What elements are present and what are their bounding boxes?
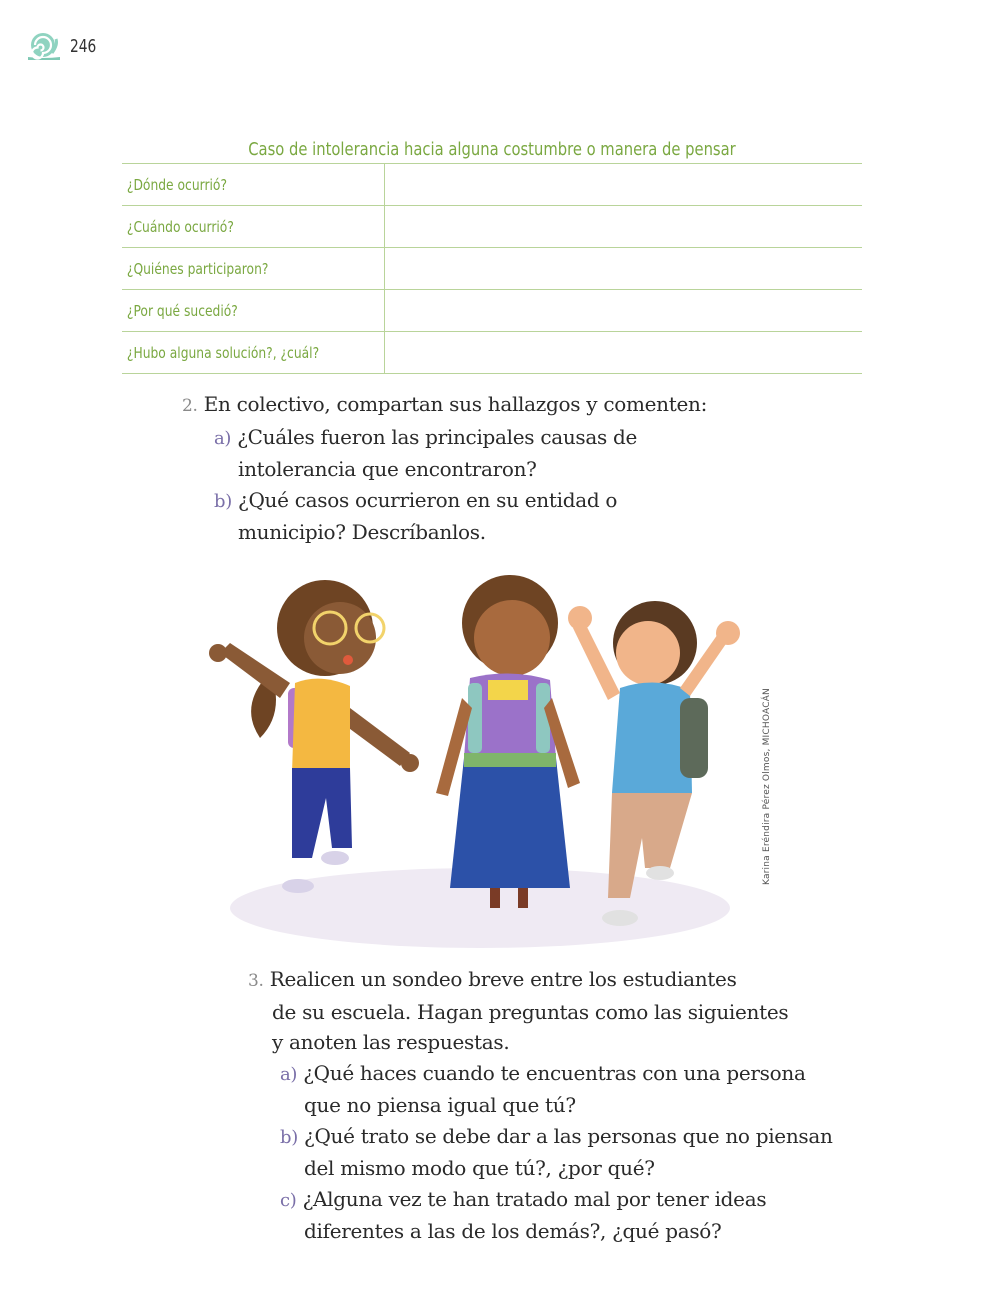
activity-3-c-line2: diferentes a las de los demás?, ¿qué pasó? [304, 1219, 722, 1243]
activity-3-a-line2: que no piensa igual que tú? [304, 1093, 576, 1117]
activity-3-b-line1: ¿Qué trato se debe dar a las personas que no piensan [304, 1123, 833, 1148]
answer-cell[interactable] [385, 164, 863, 206]
activity-3-line2: de su escuela. Hagan preguntas como las siguientes [272, 999, 789, 1024]
activity-3-a-line1: ¿Qué haces cuando te encuentras con una persona [303, 1060, 806, 1085]
page-header [26, 30, 101, 62]
activity-2-b-line2: municipio? Descríbanlos. [238, 520, 486, 544]
question-label: ¿Por qué sucedió? [126, 302, 238, 320]
question-cell [122, 332, 385, 374]
child-with-glasses [209, 580, 419, 893]
activity-2 [182, 389, 707, 548]
activity-2-a-letter: a) [214, 427, 232, 449]
activity-2-intro: En colectivo, compartan sus hallazgos y comenten: [203, 392, 708, 416]
question-label: ¿Hubo alguna solución?, ¿cuál? [126, 344, 320, 362]
answer-cell[interactable] [385, 248, 863, 290]
activity-3-c-line1: ¿Alguna vez te han tratado mal por tener ideas [302, 1186, 767, 1211]
children-illustration [200, 568, 760, 953]
snail-icon [26, 31, 62, 61]
case-table [122, 163, 862, 374]
table-row [122, 248, 862, 290]
activity-3-line3: y anoten las respuestas. [272, 1030, 510, 1054]
activity-3-number: 3. [248, 971, 264, 991]
table-row [122, 290, 862, 332]
question-label: ¿Dónde ocurrió? [126, 176, 227, 194]
question-cell [122, 164, 385, 206]
question-cell [122, 206, 385, 248]
activity-3-line1: Realicen un sondeo breve entre los estudiantes [269, 967, 737, 991]
answer-cell[interactable] [385, 332, 863, 374]
child-with-skirt [436, 575, 580, 908]
activity-2-number: 2. [182, 396, 198, 416]
table-row [122, 206, 862, 248]
activity-3-a-letter: a) [280, 1063, 298, 1085]
activity-2-a-line2: intolerancia que encontraron? [238, 457, 537, 481]
activity-3-b-letter: b) [280, 1126, 298, 1148]
activity-2-b-line1: ¿Qué casos ocurrieron en su entidad o [238, 487, 618, 512]
question-cell [122, 290, 385, 332]
activity-3 [248, 964, 833, 1247]
table-row [122, 164, 862, 206]
question-label: ¿Cuándo ocurrió? [126, 218, 234, 236]
answer-cell[interactable] [385, 290, 863, 332]
activity-2-a-line1: ¿Cuáles fueron las principales causas de [237, 424, 638, 449]
illustration-credit: Karina Eréndira Pérez Olmos, MICHOACÁN [762, 688, 772, 885]
answer-cell[interactable] [385, 206, 863, 248]
table-title: Caso de intolerancia hacia alguna costumbre o manera de pensar [248, 139, 736, 160]
activity-2-b-letter: b) [214, 490, 232, 512]
question-label: ¿Quiénes participaron? [126, 260, 269, 278]
case-table-section [122, 137, 862, 374]
table-row [122, 332, 862, 374]
activity-3-c-letter: c) [280, 1189, 297, 1211]
page-number: 246 [70, 35, 97, 57]
activity-3-b-line2: del mismo modo que tú?, ¿por qué? [304, 1156, 655, 1180]
question-cell [122, 248, 385, 290]
